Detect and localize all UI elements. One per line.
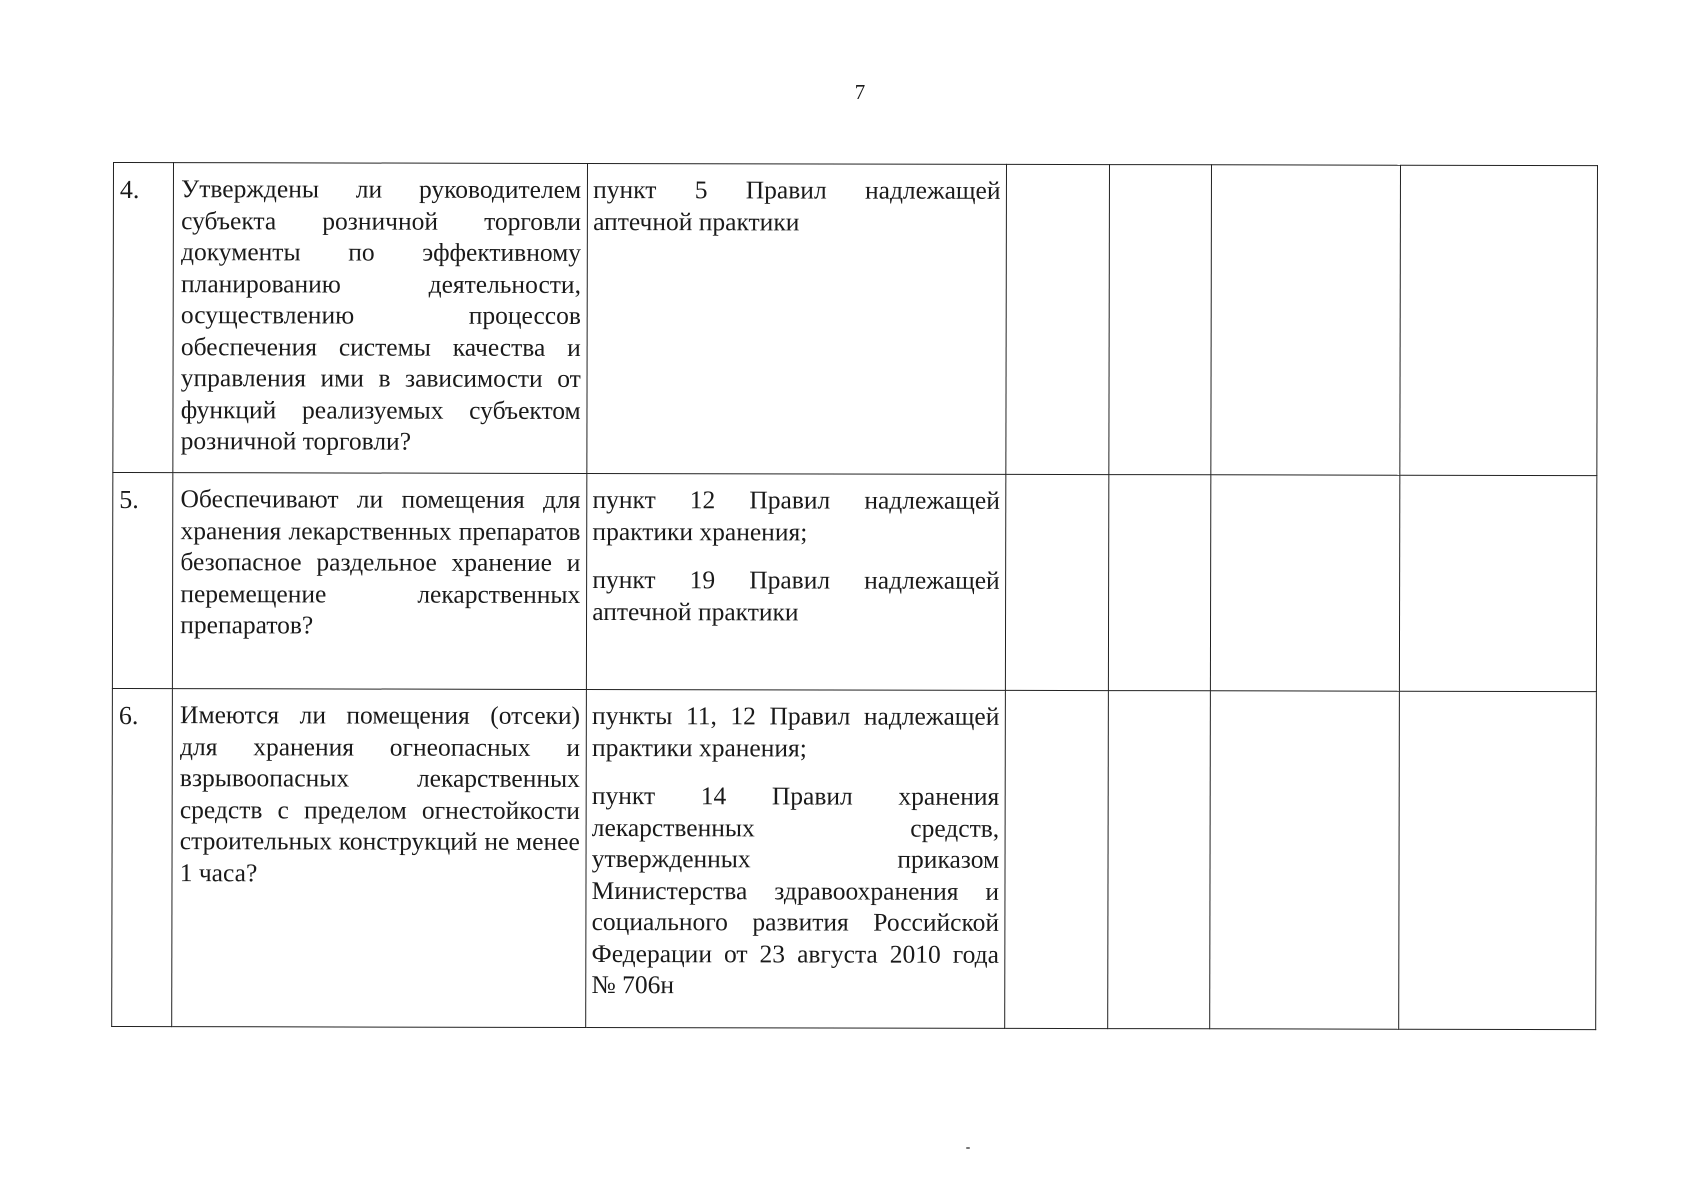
reference-text: пункты 11, 12 Правил надлежащей практики хранения; [591,701,1000,762]
reference-cell [587,473,1006,690]
reference-text: пункт 12 Правил надлежащей практики хранения; [592,485,1000,546]
empty-cell [1004,690,1108,1028]
table-row [112,473,1596,692]
empty-cell [1210,691,1399,1029]
empty-cell [1108,165,1212,475]
table-row [113,163,1598,476]
empty-cell [1211,165,1400,475]
empty-cell [1005,164,1109,474]
empty-cell [1400,165,1598,475]
empty-cell [1399,475,1597,691]
question-cell: Обеспечивают ли помещения для хранения лекарственных препаратов безопасное раздельное хранение и перемещение лекарственных препаратов? [173,473,587,690]
scan-speck [966,1147,970,1149]
reference-text: пункт 19 Правил надлежащей аптечной практики [592,565,1000,626]
question-cell: Имеются ли помещения (отсеки) для хранения огнеопасных и взрывоопасных лекарственных средств с пределом огнестойкости строительных конструкций не менее 1 часа? [172,689,587,1028]
empty-cell [1108,475,1211,691]
table-row [112,688,1597,1029]
page-number: 7 [854,80,866,104]
row-number: 4. [113,163,174,473]
question-cell: Утверждены ли руководителем субъекта розничной торговли документы по эффективному планированию деятельности, осуществлению процессов обеспечения системы качества и управления ими в зависимости от функций реализуемых субъектом розничной торговли? [173,163,588,474]
reference-cell [587,163,1006,474]
checklist-table-wrapper [111,162,1598,1030]
reference-cell [586,689,1005,1028]
checklist-table [111,162,1598,1030]
row-number: 5. [112,473,173,689]
empty-cell [1005,474,1108,690]
empty-cell [1211,475,1400,691]
reference-text: пункт 14 Правил хранения лекарственных средств, утвержденных приказом Министерства здравоохранения и социального развития Российской Федерации от 23 августа 2010 года № 706н [591,781,1000,1000]
empty-cell [1398,691,1596,1029]
empty-cell [1107,691,1211,1029]
reference-text: пункт 5 Правил надлежащей аптечной практики [593,175,1001,236]
row-number: 6. [112,688,173,1026]
